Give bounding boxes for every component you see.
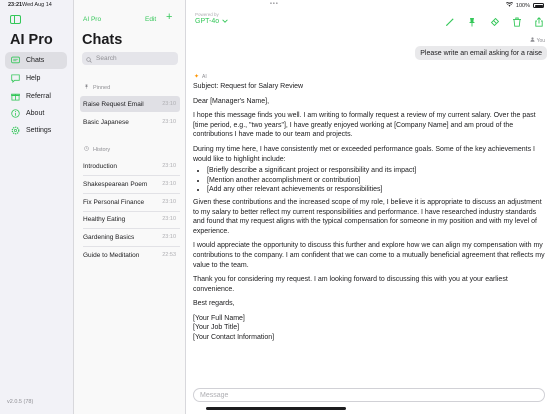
ai-label (194, 73, 207, 80)
clock-icon (84, 146, 89, 153)
signature-line: [Your Contact Information] (193, 334, 275, 342)
gear-icon (11, 126, 20, 135)
status-bar (0, 0, 552, 10)
achievements-list (193, 166, 549, 195)
chat-list-title: Chats (82, 32, 123, 48)
back-app-link[interactable]: AI Pro (83, 16, 102, 23)
chat-row-fix-personal-finance[interactable] (80, 194, 180, 210)
edit-button[interactable]: Edit (145, 16, 157, 23)
sidebar-item-settings[interactable] (5, 122, 67, 139)
chat-row-raise-request-email[interactable] (80, 96, 180, 112)
chat-row-time: 23:10 (162, 234, 176, 240)
info-icon (11, 109, 20, 118)
history-header (84, 146, 110, 153)
pencil-icon[interactable] (445, 14, 455, 24)
search-input[interactable] (96, 55, 176, 62)
chat-row-time: 23:10 (162, 119, 176, 125)
powered-by-label: Powered by (195, 12, 219, 17)
chat-row-time: 23:10 (162, 101, 176, 107)
app-version: v2.0.5 (78) (7, 399, 34, 405)
sidebar-item-label: Help (26, 75, 41, 82)
you-label-text: You (536, 37, 545, 44)
sidebar-item-help[interactable] (5, 70, 67, 87)
pinned-header-label: Pinned (93, 84, 111, 91)
model-selector[interactable] (195, 18, 228, 25)
ai-label-text: AI (202, 73, 207, 80)
gift-icon (11, 92, 20, 101)
chat-row-time: 22:53 (162, 252, 176, 258)
chat-row-title: Guide to Meditation (83, 251, 140, 259)
chat-row-time: 23:10 (162, 216, 176, 222)
chat-row-time: 23:10 (162, 199, 176, 205)
sidebar-item-referral[interactable] (5, 88, 67, 105)
eraser-icon[interactable] (490, 14, 500, 24)
status-date: Wed Aug 14 (22, 2, 52, 8)
email-greeting: Dear [Manager's Name], (193, 97, 270, 105)
chat-row-gardening-basics[interactable] (80, 229, 180, 245)
search-field[interactable] (82, 52, 178, 65)
ai-message (193, 82, 549, 343)
history-header-label: History (93, 146, 111, 153)
share-icon[interactable] (534, 14, 544, 24)
list-item: • [Add any other relevant achievements or responsibilities] (207, 185, 549, 195)
chat-list-panel (74, 0, 186, 414)
chat-bubbles-icon (11, 56, 20, 65)
chat-row-time: 23:10 (162, 181, 176, 187)
chat-row-basic-japanese[interactable] (80, 114, 180, 130)
email-paragraph: Given these contributions and the increased scope of my role, I believe it is appropriate to discuss an adjustment to my salary to better reflect my current responsibilities and performance. I have researched industry standards and found that my request aligns with the typical compensation for someone in my position and with my level of experience. (193, 198, 542, 235)
user-message-bubble: Please write an email asking for a raise (415, 46, 547, 60)
person-icon (530, 37, 535, 44)
chevron-down-icon (222, 18, 228, 25)
email-paragraph: During my time here, I have consistently met or exceeded performance goals. Some of the key achievements I would like to highlight include: (193, 145, 535, 163)
chat-row-title: Fix Personal Finance (83, 198, 145, 206)
sidebar-toggle-icon[interactable] (10, 15, 21, 24)
battery-percent: 100% (515, 2, 530, 9)
trash-icon[interactable] (512, 14, 522, 24)
status-right (506, 2, 544, 9)
help-icon (11, 74, 20, 83)
chat-row-guide-to-meditation[interactable] (80, 247, 180, 263)
sidebar-item-label: Settings (26, 127, 52, 134)
chat-row-healthy-eating[interactable] (80, 211, 180, 227)
home-indicator[interactable] (206, 407, 346, 410)
email-closing: Best regards, (193, 300, 235, 308)
wifi-icon (506, 2, 513, 9)
sidebar-item-chats[interactable] (5, 52, 67, 69)
chat-row-title: Introduction (83, 162, 117, 170)
you-label (530, 37, 545, 44)
sidebar-item-label: Chats (26, 57, 45, 64)
battery-icon (533, 3, 544, 8)
status-time: 23:21 (8, 2, 23, 8)
pin-icon (84, 84, 89, 91)
signature-line: [Your Job Title] (193, 324, 240, 332)
email-paragraph: Thank you for considering my request. I am looking forward to discussing this with you at your earliest convenience. (193, 276, 508, 293)
message-input[interactable] (200, 392, 544, 399)
pinned-header (84, 84, 110, 91)
search-icon (86, 50, 92, 68)
app-title: AI Pro (10, 32, 53, 48)
model-name: GPT-4o (195, 18, 220, 25)
chat-row-title: Gardening Basics (83, 233, 135, 241)
sidebar-item-about[interactable] (5, 105, 67, 122)
multitasking-dots-icon[interactable]: ••• (270, 1, 279, 7)
pin-icon[interactable] (467, 14, 477, 24)
email-paragraph: I would appreciate the opportunity to discuss this further and explore how we can align my compensation with my contributions to the company. I am confident that we can come to a mutually beneficial agreement that reflects my value to the team. (193, 242, 545, 269)
sidebar-item-label: About (26, 110, 45, 117)
chat-row-time: 23:10 (162, 163, 176, 169)
list-item: • [Briefly describe a significant project or responsibility and its impact] (207, 166, 549, 176)
message-input-bar[interactable] (193, 388, 545, 402)
chat-row-title: Shakespearean Poem (83, 180, 148, 188)
new-chat-plus-icon[interactable]: + (166, 11, 173, 23)
signature-line: [Your Full Name] (193, 314, 245, 322)
sparkle-icon: ✦ (194, 74, 200, 80)
conversation-panel (186, 0, 552, 414)
sidebar-item-label: Referral (26, 93, 51, 100)
sidebar (0, 0, 74, 414)
email-paragraph: I hope this message finds you well. I am writing to formally request a review of my current salary. Over the past [time period, e.g., "two years"], I have greatly enjoyed working at [Company Name] and am proud of the contributions I have made to our team and projects. (193, 112, 536, 139)
chat-row-title: Healthy Eating (83, 215, 126, 223)
list-item: • [Mention another accomplishment or contribution] (207, 176, 549, 186)
email-subject: Subject: Request for Salary Review (193, 83, 304, 90)
chat-row-introduction[interactable] (80, 158, 180, 174)
chat-row-title: Basic Japanese (83, 118, 129, 126)
chat-row-title: Raise Request Email (83, 100, 144, 108)
chat-row-shakespearean-poem[interactable] (80, 176, 180, 192)
